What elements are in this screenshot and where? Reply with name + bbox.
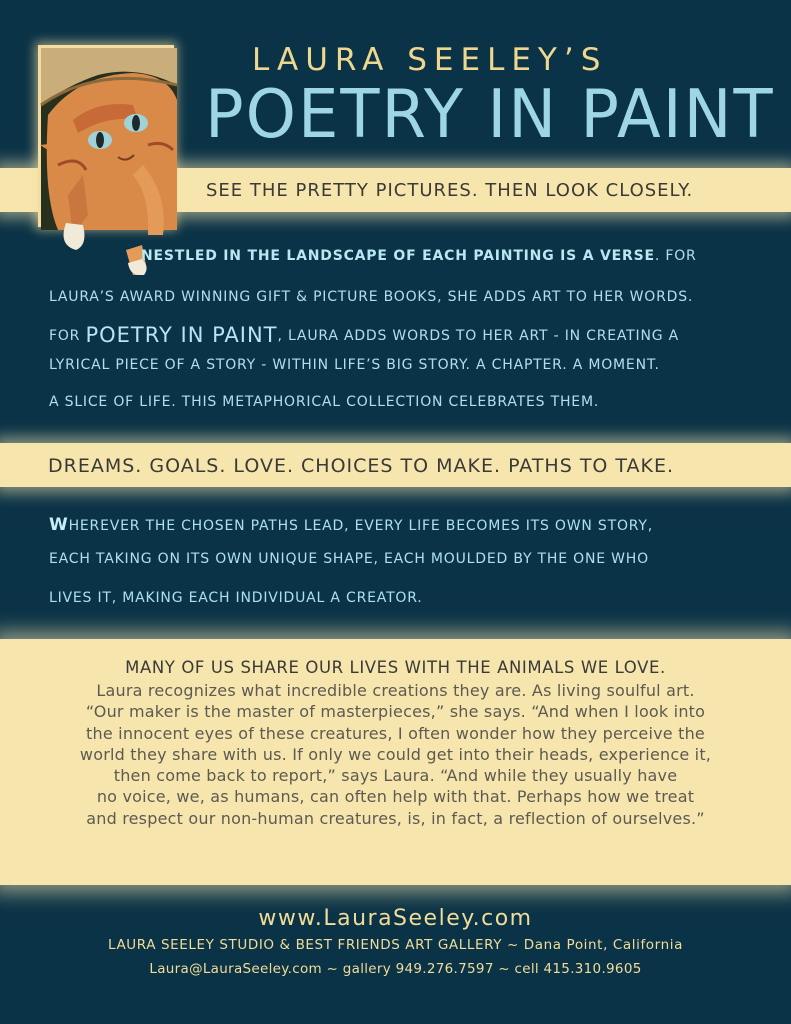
tagline-pretty-pictures: SEE THE PRETTY PICTURES. THEN LOOK CLOSELY.: [206, 180, 694, 201]
intro-lead-bold: NESTLED IN THE LANDSCAPE OF EACH PAINTING IS A VERSE: [141, 248, 655, 264]
animals-line: Laura recognizes what incredible creations they are. As living soulful art.: [96, 681, 695, 700]
contact-info: Laura@LauraSeeley.com ~ gallery 949.276.7597 ~ cell 415.310.9605: [149, 961, 642, 977]
inline-poetry-logo: POETRY IN PAINT: [85, 323, 278, 347]
animals-line: “Our maker is the master of masterpieces,” she says. “And when I look into: [85, 702, 706, 722]
animals-line: world they share with us. If only we could get into their heads, experience it,: [79, 744, 712, 764]
paths-drop-cap: W: [49, 515, 69, 535]
intro-line3-post: , LAURA ADDS WORDS TO HER ART - IN CREATING A: [277, 328, 680, 344]
animals-line: no voice, we, as humans, can often help with that. Perhaps how we treat: [96, 787, 695, 807]
paths-line1-text: HEREVER THE CHOSEN PATHS LEAD, EVERY LIFE BECOMES ITS OWN STORY,: [68, 518, 653, 534]
intro-line-5: A SLICE OF LIFE. THIS METAPHORICAL COLLECTION CELEBRATES THEM.: [49, 394, 600, 410]
cat-painting-image: [38, 45, 174, 227]
intro-line-2: LAURA’S AWARD WINNING GIFT & PICTURE BOOKS, SHE ADDS ART TO HER WORDS.: [49, 289, 694, 305]
intro-line-1: [141, 248, 697, 264]
website-link[interactable]: www.LauraSeeley.com: [258, 906, 533, 931]
animals-line: and respect our non-human creatures, is, in fact, a reflection of ourselves.”: [86, 808, 705, 828]
paths-line-1: [49, 515, 653, 535]
tagline-dreams: DREAMS. GOALS. LOVE. CHOICES TO MAKE. PATHS TO TAKE.: [48, 455, 675, 477]
intro-lead-rest: . FOR: [654, 248, 697, 264]
intro-line-4: LYRICAL PIECE OF A STORY - WITHIN LIFE’S BIG STORY. A CHAPTER. A MOMENT.: [49, 357, 660, 373]
animals-line: the innocent eyes of these creatures, I often wonder how they perceive the: [86, 723, 705, 743]
paths-line-2: EACH TAKING ON ITS OWN UNIQUE SHAPE, EACH MOULDED BY THE ONE WHO: [49, 551, 649, 567]
animals-line: then come back to report,” says Laura. “And while they usually have: [113, 766, 678, 786]
intro-line-3: [49, 321, 679, 345]
intro-line3-pre: FOR: [49, 328, 81, 344]
paths-line-3: LIVES IT, MAKING EACH INDIVIDUAL A CREATOR.: [49, 590, 423, 606]
title-line-1: LAURA SEELEY’S: [252, 42, 608, 78]
animals-quote-block: [0, 656, 791, 829]
studio-info: LAURA SEELEY STUDIO & BEST FRIENDS ART GALLERY ~ Dana Point, California: [108, 937, 683, 953]
cat-illustration: [38, 45, 180, 275]
title-line-2: POETRY IN PAINT: [205, 76, 775, 154]
animals-heading: MANY OF US SHARE OUR LIVES WITH THE ANIMALS WE LOVE.: [125, 658, 666, 677]
